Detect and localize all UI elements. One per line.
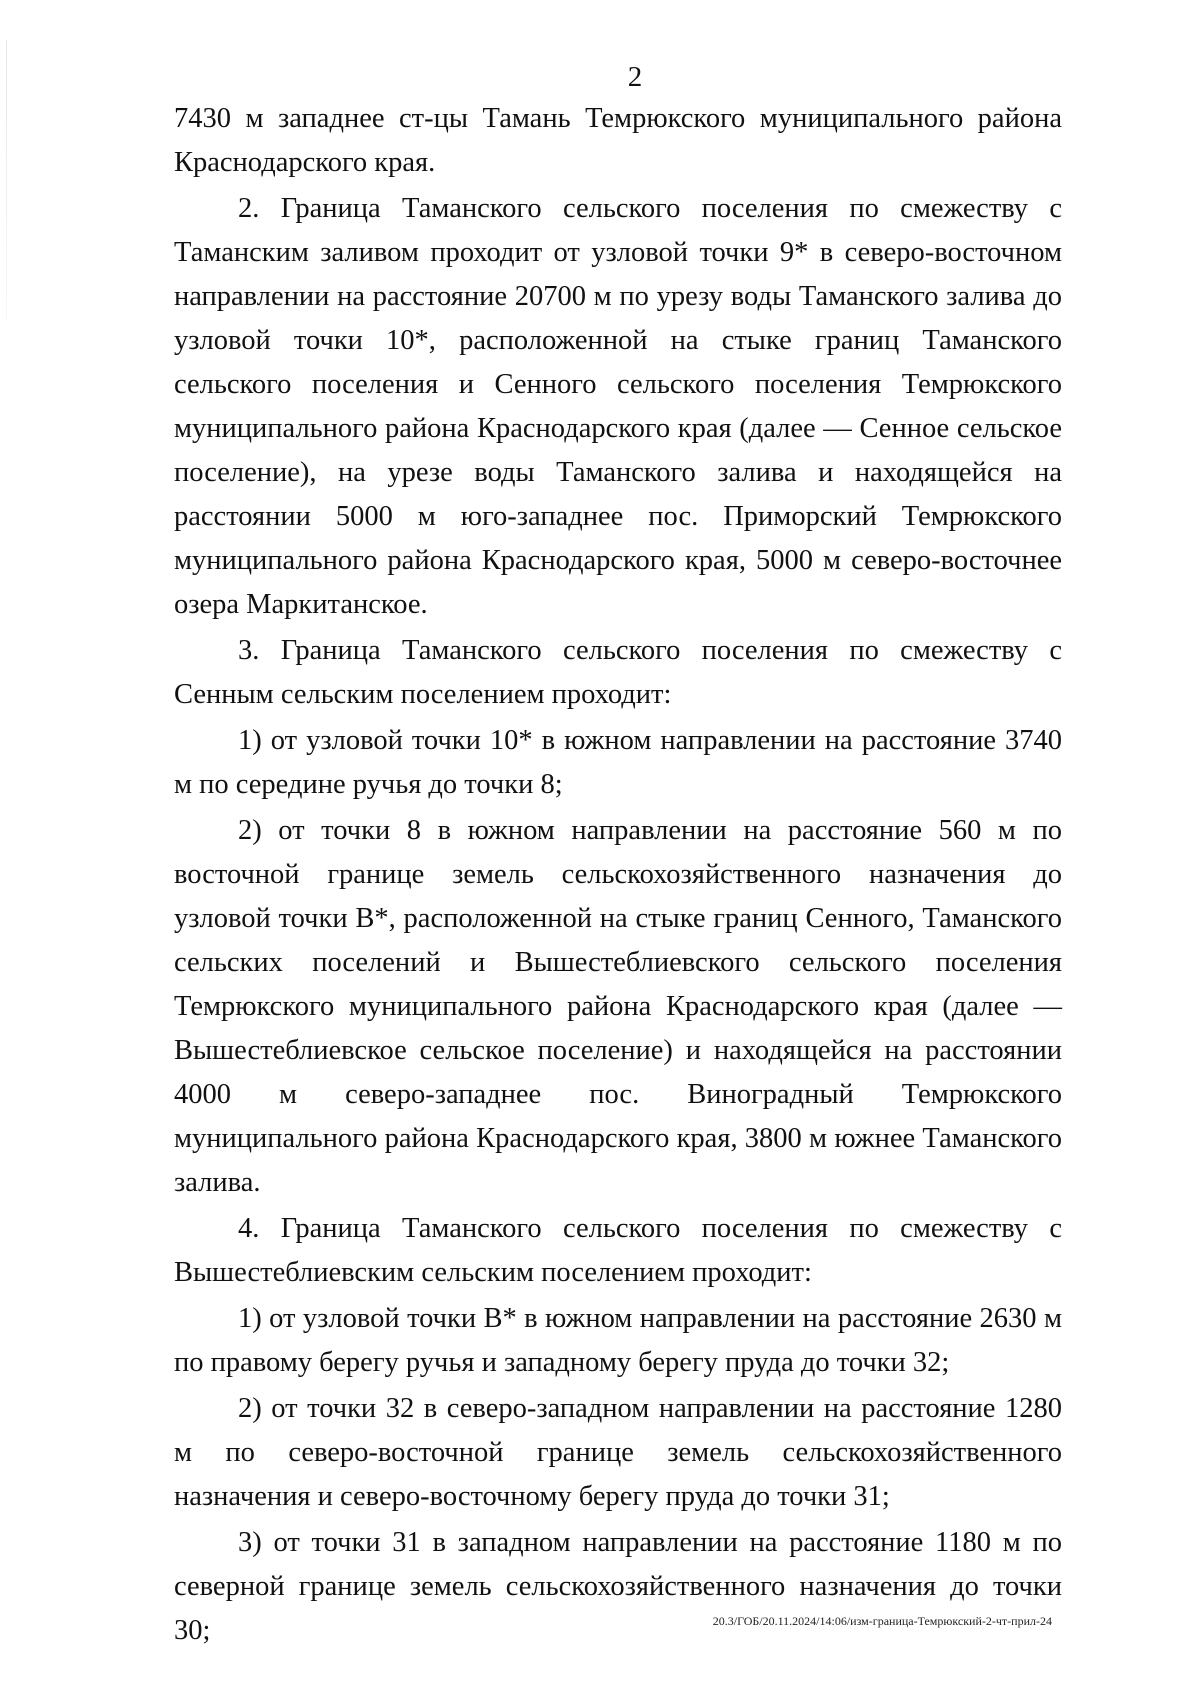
paragraph-item-4-3: 3) от точки 31 в западном направлении на расстояние 1180 м по северной границе земель сельскохозяйственного назначения до точки 30;	[174, 1527, 1062, 1646]
page-number: 2	[627, 61, 643, 93]
paragraph-item-4-2: 2) от точки 32 в северо-западном направлении на расстояние 1280 м по северо-восточной границе земель сельскохозяйственного назначения и северо-восточному берегу пруда до точки 31;	[174, 1393, 1062, 1512]
paragraph-item-4: 4. Граница Таманского сельского поселения по смежеству с Вышестеблиевским сельским поселением проходит:	[174, 1213, 1062, 1288]
document-body	[174, 97, 1062, 1655]
paragraph-item-3-2: 2) от точки 8 в южном направлении на расстояние 560 м по восточной границе земель сельскохозяйственного назначения до узловой точки В*, расположенной на стыке границ Сенного, Таманского сельских поселений и Вышестеблиевского сельского поселения Темрюкского муниципального района Краснодарского края (далее — Вышестеблиевское сельское поселение) и находящейся на расстоянии 4000 м северо-западнее пос. Виноградный Темрюкского муниципального района Краснодарского края, 3800 м южнее Таманского залива.	[174, 815, 1062, 1198]
paragraph-continuation: 7430 м западнее ст-цы Тамань Темрюкского муниципального района Краснодарского края.	[174, 103, 1062, 178]
paragraph-item-3-1: 1) от узловой точки 10* в южном направлении на расстояние 3740 м по середине ручья до точки 8;	[174, 725, 1062, 800]
paragraph-item-4-1: 1) от узловой точки В* в южном направлении на расстояние 2630 м по правому берегу ручья и западному берегу пруда до точки 32;	[174, 1303, 1062, 1378]
paragraph-item-3: 3. Граница Таманского сельского поселения по смежеству с Сенным сельским поселением проходит:	[174, 635, 1062, 710]
footer-document-code: 20.3/ГОБ/20.11.2024/14:06/изм-граница-Темрюкский-2-чт-прил-24	[712, 1614, 1052, 1628]
paragraph-item-2: 2. Граница Таманского сельского поселения по смежеству с Таманским заливом проходит от узловой точки 9* в северо-восточном направлении на расстояние 20700 м по урезу воды Таманского залива до узловой точки 10*, расположенной на стыке границ Таманского сельского поселения и Сенного сельского поселения Темрюкского муниципального района Краснодарского края (далее — Сенное сельское поселение), на урезе воды Таманского залива и находящейся на расстоянии 5000 м юго-западнее пос. Приморский Темрюкского муниципального района Краснодарского края, 5000 м северо-восточнее озера Маркитанское.	[174, 193, 1062, 620]
